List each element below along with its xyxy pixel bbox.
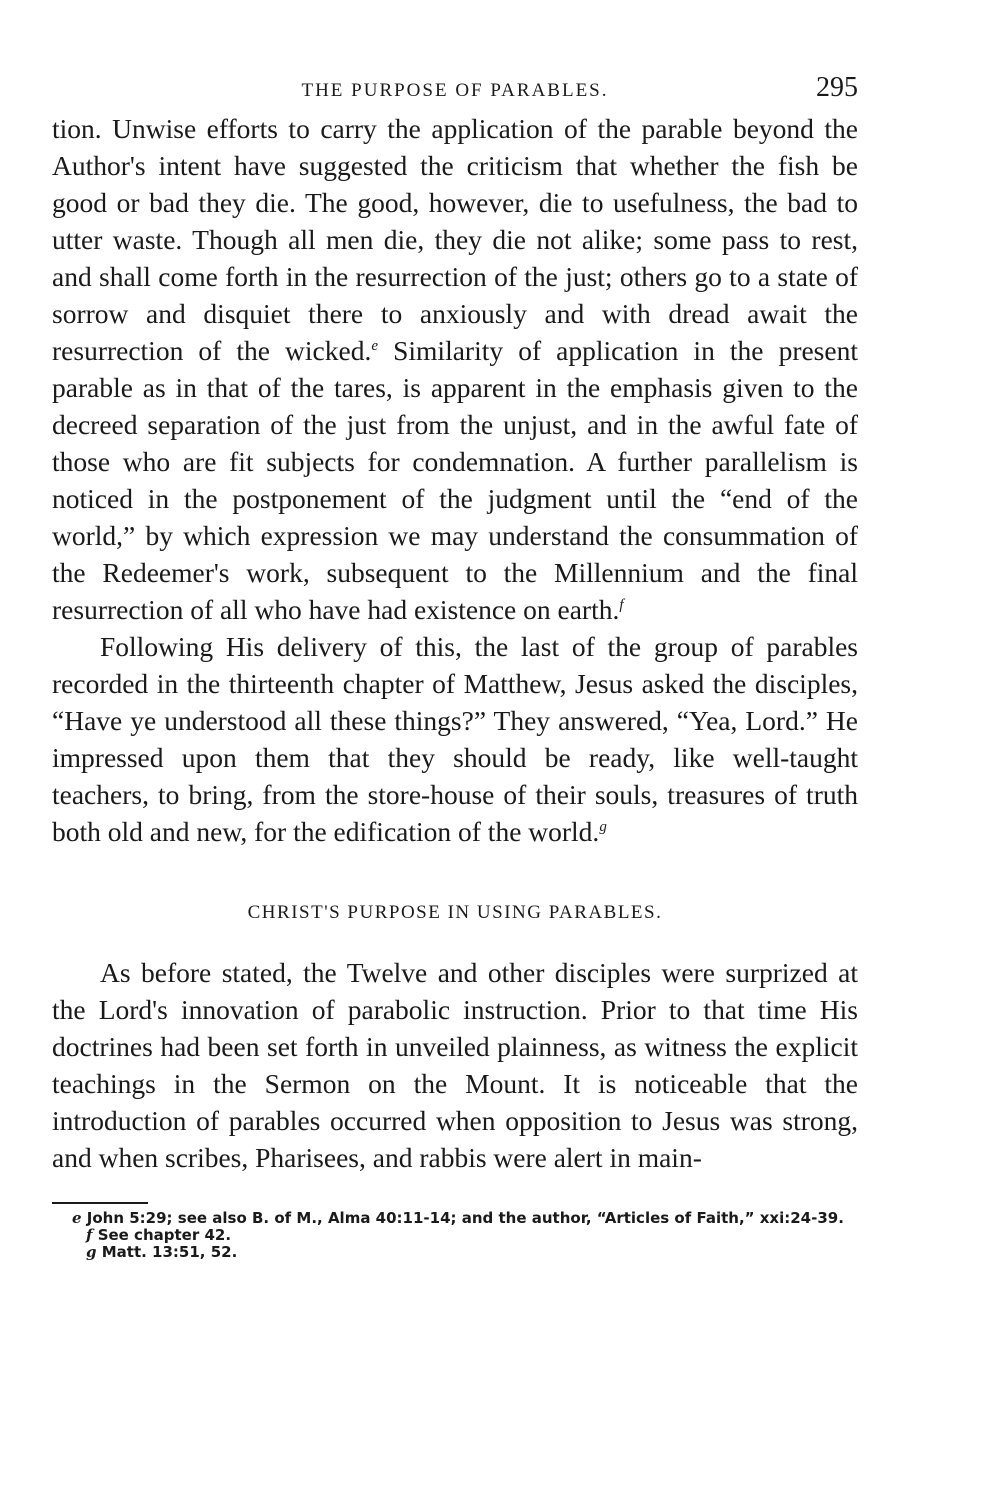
- footnote-e: [52, 1210, 858, 1227]
- paragraph-text: As before stated, the Twelve and other disciples were surprized at the Lord's innovation of parabolic instruction. Prior to that time His doctrines had been set forth in unveiled plainness, as witness the explicit teachings in the Sermon on the Mount. It is noticeable that the introduction of parables occurred when opposition to Jesus was strong, and when scribes, Pharisees, and rabbis were alert in main-: [52, 957, 858, 1173]
- footnote-ref-g: g: [599, 819, 607, 835]
- body-paragraph-3: [52, 954, 858, 1176]
- footnote-g: [52, 1244, 858, 1261]
- footnote-ref-e: e: [371, 338, 379, 354]
- paragraph-text: tion. Unwise efforts to carry the application of the parable beyond the Author's intent have suggested the criticism that whether the fish be good or bad they die. The good, however, die to usefulness, the bad to utter waste. Though all men die, they die not alike; some pass to rest, and shall come forth in the resurrection of the just; others go to a state of sorrow and disquiet there to anxiously and with dread await the resurrection of the wicked.: [52, 113, 858, 366]
- section-heading: CHRIST'S PURPOSE IN USING PARABLES.: [247, 902, 663, 923]
- body-paragraph-1: [52, 110, 858, 628]
- paragraph-text: Following His delivery of this, the last of the group of parables recorded in the thirteenth chapter of Matthew, Jesus asked the disciples, “Have ye understood all these things?” They answered, “Yea, Lord.” He impressed upon them that they should be ready, like well-taught teachers, to bring, from the store-house of their souls, treasures of truth both old and new, for the edification of the world.: [52, 631, 858, 847]
- footnote-mark: f: [86, 1226, 93, 1244]
- footnote-divider: [52, 1202, 148, 1204]
- footnote-text: See chapter 42.: [97, 1226, 232, 1244]
- footnote-text: John 5:29; see also B. of M., Alma 40:11-14; and the author, “Articles of Faith,” xxi:24-39.: [86, 1209, 844, 1227]
- page-number: 295: [816, 72, 858, 103]
- footnotes: [52, 1210, 858, 1261]
- running-head: [52, 70, 858, 110]
- footnote-mark: e: [72, 1209, 82, 1227]
- running-title: THE PURPOSE OF PARABLES.: [301, 80, 609, 101]
- footnote-text: Matt. 13:51, 52.: [101, 1243, 238, 1261]
- book-page: [52, 70, 858, 1261]
- footnote-f: [52, 1227, 858, 1244]
- footnote-ref-f: f: [619, 597, 624, 613]
- footnote-mark: g: [86, 1243, 97, 1261]
- paragraph-text-continued: Similarity of application in the present parable as in that of the tares, is apparent in the emphasis given to the decreed separation of the just from the unjust, and in the awful fate of those who are fit subjects for condemnation. A further parallelism is noticed in the postponement of the judgment until the “end of the world,” by which expression we may understand the consummation of the Redeemer's work, subsequent to the Millennium and the final resurrection of all who have had existence on earth.: [52, 335, 858, 625]
- body-paragraph-2: [52, 628, 858, 850]
